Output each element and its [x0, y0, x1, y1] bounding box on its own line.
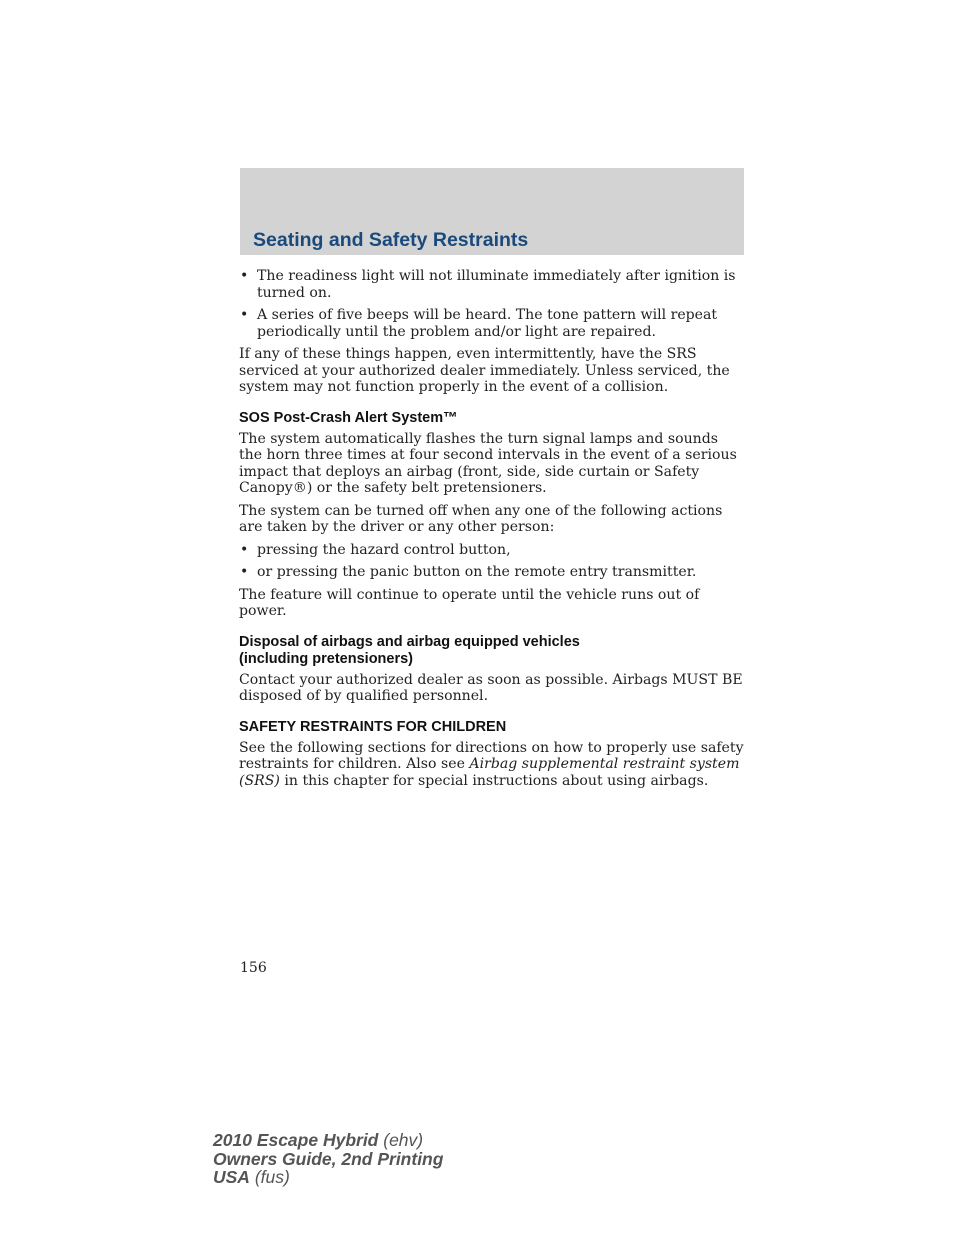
- footer-market: USA: [213, 1167, 250, 1187]
- disposal-heading-line1: Disposal of airbags and airbag equipped vehicles: [239, 633, 580, 650]
- children-text-after: in this chapter for special instructions about using airbags.: [279, 772, 709, 789]
- list-item: [239, 564, 745, 581]
- sos-paragraph-2: The system can be turned off when any one of the following actions are taken by the driver or any other person:: [239, 502, 723, 535]
- bullet-icon: •: [240, 268, 249, 284]
- bullet-icon: •: [240, 307, 249, 323]
- section-header-band: [240, 168, 744, 255]
- document-footer: [213, 1131, 443, 1187]
- page-number: 156: [240, 960, 267, 976]
- bullet-icon: •: [240, 541, 249, 558]
- sos-paragraph-1: The system automatically flashes the turn signal lamps and sounds the horn three times at four second intervals in the event of a serious impact that deploys an airbag (front, side, side curtain or Safety Canopy®) or the safety belt pretensioners.: [239, 430, 737, 496]
- children-heading: SAFETY RESTRAINTS FOR CHILDREN: [239, 718, 507, 735]
- children-text-italic: Airbag supplemental restraint system (SRS): [239, 756, 740, 789]
- list-item: [239, 307, 745, 340]
- footer-market-code: (fus): [249, 1167, 290, 1187]
- children-paragraph: [239, 740, 745, 790]
- list-item: [239, 542, 745, 559]
- disposal-heading-line2: (including pretensioners): [239, 650, 414, 667]
- list-item: [239, 268, 745, 301]
- bullet-icon: •: [240, 564, 249, 580]
- footer-model-code: (ehv): [378, 1130, 424, 1150]
- intro-paragraph: If any of these things happen, even intermittently, have the SRS serviced at your authorized dealer immediately. Unless serviced, the system may not function properly in the event of a collision.: [239, 346, 730, 395]
- footer-model: 2010 Escape Hybrid: [213, 1130, 379, 1150]
- disposal-paragraph: Contact your authorized dealer as soon as possible. Airbags MUST BE disposed of by qualified personnel.: [239, 671, 743, 704]
- sos-heading: SOS Post-Crash Alert System™: [239, 409, 458, 426]
- children-text-before: See the following sections for directions on how to properly use safety restraints for children. Also see: [239, 739, 744, 772]
- footer-printing: Owners Guide, 2nd Printing: [213, 1148, 444, 1169]
- disposal-heading: [239, 634, 745, 668]
- bullet-text: pressing the hazard control button,: [257, 541, 511, 558]
- sos-paragraph-3: The feature will continue to operate until the vehicle runs out of power.: [239, 586, 700, 619]
- page-content: [239, 268, 745, 795]
- bullet-text: or pressing the panic button on the remote entry transmitter.: [257, 564, 697, 580]
- section-title: Seating and Safety Restraints: [253, 229, 529, 251]
- bullet-text: The readiness light will not illuminate immediately after ignition is turned on.: [257, 268, 736, 301]
- bullet-text: A series of five beeps will be heard. The tone pattern will repeat periodically until the problem and/or light are repaired.: [257, 307, 718, 340]
